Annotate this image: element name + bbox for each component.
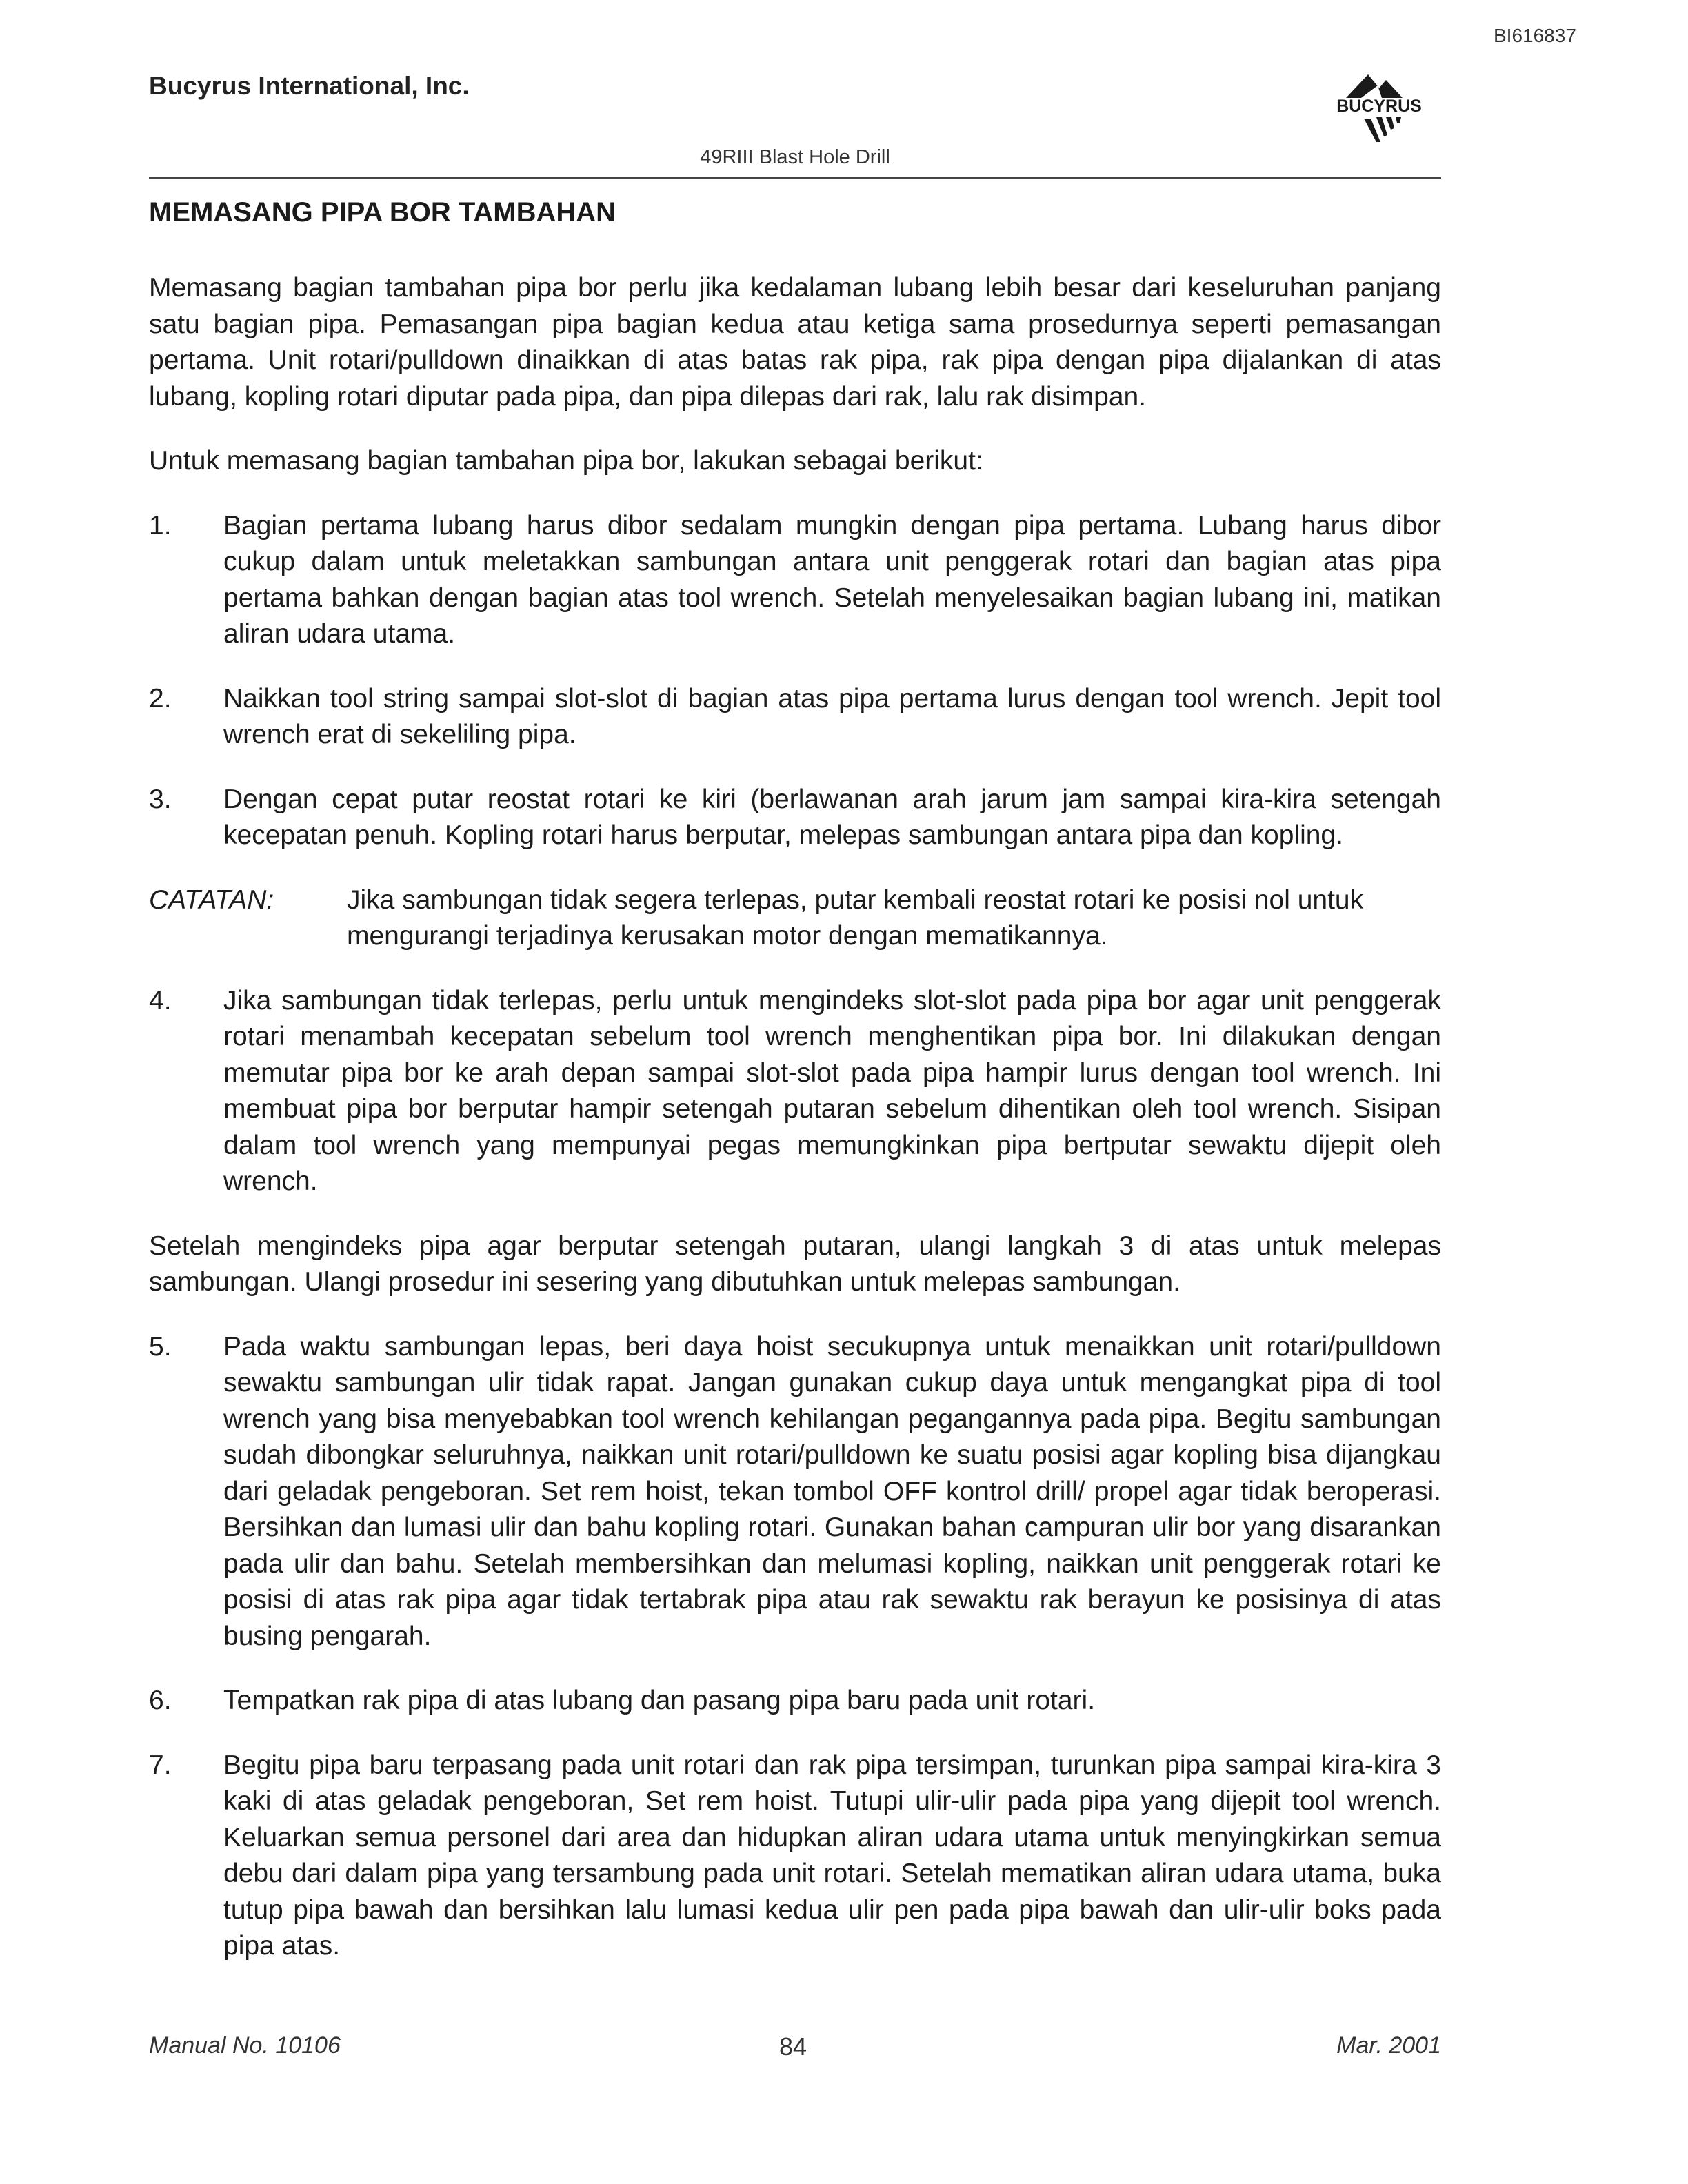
step-number: 3. (149, 784, 172, 814)
step-number: 1. (149, 510, 172, 540)
step-text: Dengan cepat putar reostat rotari ke kiri (berlawanan arah jarum jam sampai kira-kira setengah kecepatan penuh. Kopling rotari harus berputar, melepas sambungan antara pipa dan kopling. (223, 784, 1441, 850)
step-number: 2. (149, 683, 172, 714)
step-item (149, 681, 1441, 754)
note-block (149, 882, 1441, 955)
document-id: BI616837 (1494, 25, 1576, 46)
step-number: 4. (149, 985, 172, 1015)
step-text: Tempatkan rak pipa di atas lubang dan pasang pipa baru pada unit rotari. (223, 1686, 1096, 1715)
bucyrus-logo (1318, 70, 1441, 152)
step-number: 6. (149, 1686, 172, 1715)
document-body (149, 270, 1441, 1993)
step-item (149, 508, 1441, 653)
step-item (149, 1329, 1441, 1655)
publication-date: Mar. 2001 (1336, 2032, 1441, 2059)
section-title: MEMASANG PIPA BOR TAMBAHAN (149, 197, 616, 228)
page-number: 84 (778, 2032, 807, 2061)
step-text: Pada waktu sambungan lepas, beri daya hoist secukupnya untuk menaikkan unit rotari/pulldown sewaktu sambungan ulir tidak rapat. Jangan gunakan cukup daya untuk mengangkat pipa di tool wrench yang bisa menyebabkan tool wrench kehilangan pegangannya pada pipa. Begitu sambungan sudah dibongkar seluruhnya, naikkan unit rotari/pulldown ke suatu posisi agar kopling bisa dijangkau dari geladak pengeboran. Set rem hoist, tekan tombol OFF kontrol drill/ propel agar tidak beroperasi. Bersihkan dan lumasi ulir dan bahu kopling rotari. Gunakan bahan campuran ulir bor yang disarankan pada ulir dan bahu. Setelah membersihkan dan melumasi kopling, naikkan unit penggerak rotari ke posisi di atas rak pipa agar tidak tertabrak pipa atau rak sewaktu rak berayun ke posisinya di atas busing pengarah. (223, 1331, 1441, 1651)
step-text: Bagian pertama lubang harus dibor sedalam mungkin dengan pipa pertama. Lubang harus dibor cukup dalam untuk meletakkan sambungan antara unit penggerak rotari dan bagian atas pipa pertama bahkan dengan bagian atas tool wrench. Setelah menyelesaikan bagian lubang ini, matikan aliran udara utama. (223, 510, 1441, 649)
step-item (149, 1748, 1441, 1965)
logo-text: BUCYRUS (1336, 97, 1422, 116)
step-number: 7. (149, 1750, 172, 1780)
step-item (149, 983, 1441, 1200)
step-text: Begitu pipa baru terpasang pada unit rotari dan rak pipa tersimpan, turunkan pipa sampai kira-kira 3 kaki di atas geladak pengeboran, Set rem hoist. Tutupi ulir-ulir pada pipa yang dijepit tool wrench. Keluarkan semua personel dari area dan hidupkan aliran udara utama untuk menyingkirkan semua debu dari dalam pipa yang tersambung pada unit rotari. Setelah mematikan aliran udara utama, buka tutup pipa bawah dan bersihkan lalu lumasi kedua ulir pen pada pipa bawah dan ulir-ulir boks pada pipa atas. (223, 1750, 1441, 1961)
step-item (149, 1683, 1441, 1719)
note-text: Jika sambungan tidak segera terlepas, putar kembali reostat rotari ke posisi nol untuk mengurangi terjadinya kerusakan motor dengan mematikannya. (347, 884, 1364, 951)
intro-paragraph: Memasang bagian tambahan pipa bor perlu jika kedalaman lubang lebih besar dari keseluruhan panjang satu bagian pipa. Pemasangan pipa bagian kedua atau ketiga sama prosedurnya seperti pemasangan pertama. Unit rotari/pulldown dinaikkan di atas batas rak pipa, rak pipa dengan pipa dijalankan di atas lubang, kopling rotari diputar pada pipa, dan pipa dilepas dari rak, lalu rak disimpan. (149, 273, 1441, 412)
company-name: Bucyrus International, Inc. (149, 72, 470, 100)
step-item (149, 782, 1441, 854)
note-label: CATATAN: (149, 884, 274, 915)
step-text: Naikkan tool string sampai slot-slot di bagian atas pipa pertama lurus dengan tool wrench. Jepit tool wrench erat di sekeliling pipa. (223, 683, 1441, 749)
step-number: 5. (149, 1331, 172, 1362)
manual-number: Manual No. 10106 (149, 2032, 341, 2059)
middle-paragraph: Setelah mengindeks pipa agar berputar setengah putaran, ulangi langkah 3 di atas untuk melepas sambungan. Ulangi prosedur ini sesering yang dibutuhkan untuk melepas sambungan. (149, 1231, 1441, 1297)
step-text: Jika sambungan tidak terlepas, perlu untuk mengindeks slot-slot pada pipa bor agar unit penggerak rotari menambah kecepatan sebelum tool wrench menghentikan pipa bor. Ini dilakukan dengan memutar pipa bor ke arah depan sampai slot-slot pada pipa hampir lurus dengan tool wrench. Ini membuat pipa bor berputar hampir setengah putaran sebelum dihentikan oleh tool wrench. Sisipan dalam tool wrench yang mempunyai pegas memungkinkan pipa bertputar sewaktu dijepit oleh wrench. (223, 985, 1441, 1196)
header-divider (149, 177, 1441, 179)
intro-instruction: Untuk memasang bagian tambahan pipa bor, lakukan sebagai berikut: (149, 446, 983, 476)
machine-model: 49RIII Blast Hole Drill (700, 146, 890, 168)
